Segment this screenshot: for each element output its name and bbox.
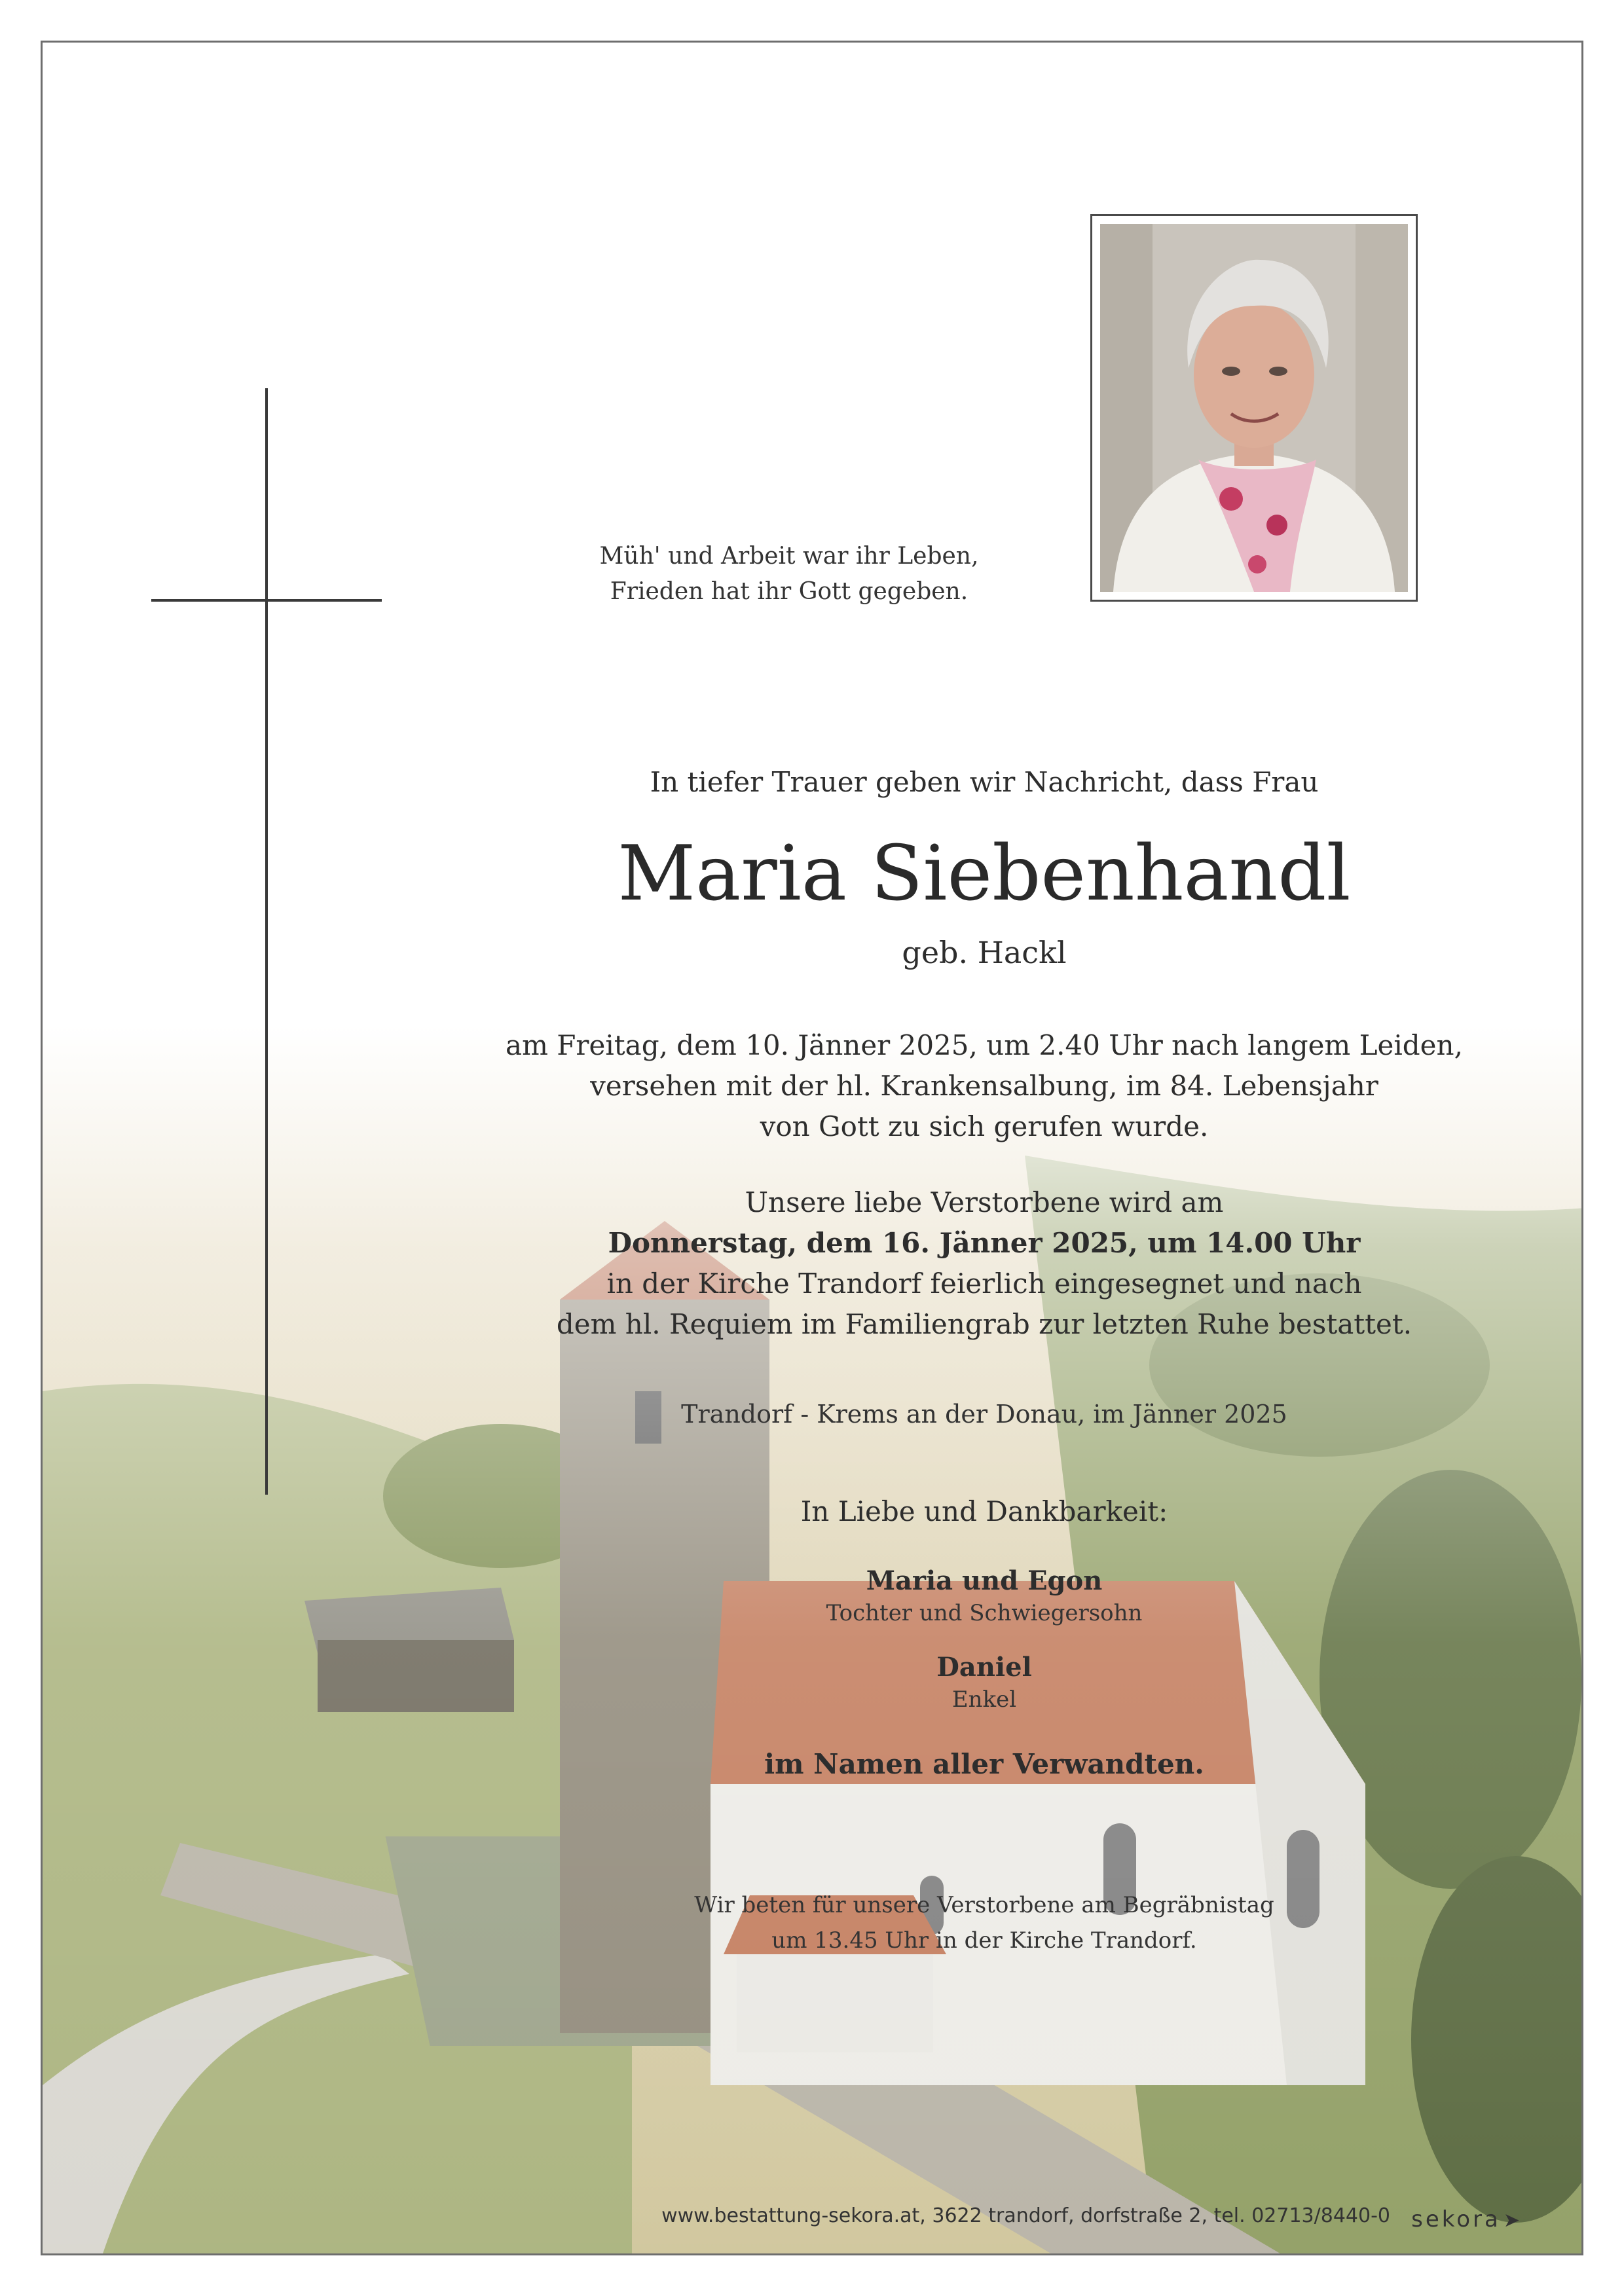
- funeral-intro: Unsere liebe Verstorbene wird am: [745, 1186, 1224, 1218]
- deceased-name: Maria Siebenhandl: [618, 829, 1351, 918]
- relatives-text: im Namen aller Verwandten.: [764, 1748, 1204, 1780]
- logo-text: sekora: [1411, 2206, 1501, 2232]
- gratitude-text: In Liebe und Dankbarkeit:: [800, 1495, 1168, 1527]
- bird-icon: ➤: [1503, 2209, 1522, 2232]
- motto-line-2: Frieden hat ihr Gott gegeben.: [610, 578, 969, 605]
- funeral-text-line-2: dem hl. Requiem im Familiengrab zur letzten Ruhe bestattet.: [556, 1308, 1412, 1340]
- mourner-relation-2: Enkel: [951, 1686, 1017, 1713]
- mourner-name-1: Maria und Egon: [866, 1565, 1103, 1596]
- portrait-photo: [1090, 214, 1418, 602]
- death-text-line-2: versehen mit der hl. Krankensalbung, im 84. Lebensjahr: [590, 1070, 1378, 1102]
- death-text-line-3: von Gott zu sich gerufen wurde.: [760, 1110, 1209, 1142]
- funeral-date: Donnerstag, dem 16. Jänner 2025, um 14.00 Uhr: [608, 1227, 1361, 1259]
- prayer-line-2: um 13.45 Uhr in der Kirche Trandorf.: [771, 1927, 1197, 1954]
- cross-icon-bar: [151, 599, 382, 602]
- sekora-logo: [1411, 2206, 1522, 2232]
- place-date: Trandorf - Krems an der Donau, im Jänner 2025: [681, 1400, 1287, 1429]
- death-text-line-1: am Freitag, dem 10. Jänner 2025, um 2.40 Uhr nach langem Leiden,: [506, 1029, 1463, 1061]
- prayer-line-1: Wir beten für unsere Verstorbene am Begräbnistag: [694, 1892, 1274, 1918]
- mourner-relation-1: Tochter und Schwiegersohn: [826, 1600, 1143, 1626]
- maiden-name: geb. Hackl: [902, 935, 1067, 970]
- intro-text: In tiefer Trauer geben wir Nachricht, dass Frau: [650, 766, 1319, 798]
- motto-line-1: Müh' und Arbeit war ihr Leben,: [599, 543, 979, 570]
- funeral-text-line-1: in der Kirche Trandorf feierlich eingesegnet und nach: [606, 1267, 1362, 1300]
- mourner-name-2: Daniel: [936, 1652, 1032, 1683]
- obituary-frame: [41, 41, 1583, 2255]
- footer-contact: www.bestattung-sekora.at, 3622 trandorf, dorfstraße 2, tel. 02713/8440-0: [661, 2204, 1390, 2227]
- cross-icon: [265, 388, 268, 1495]
